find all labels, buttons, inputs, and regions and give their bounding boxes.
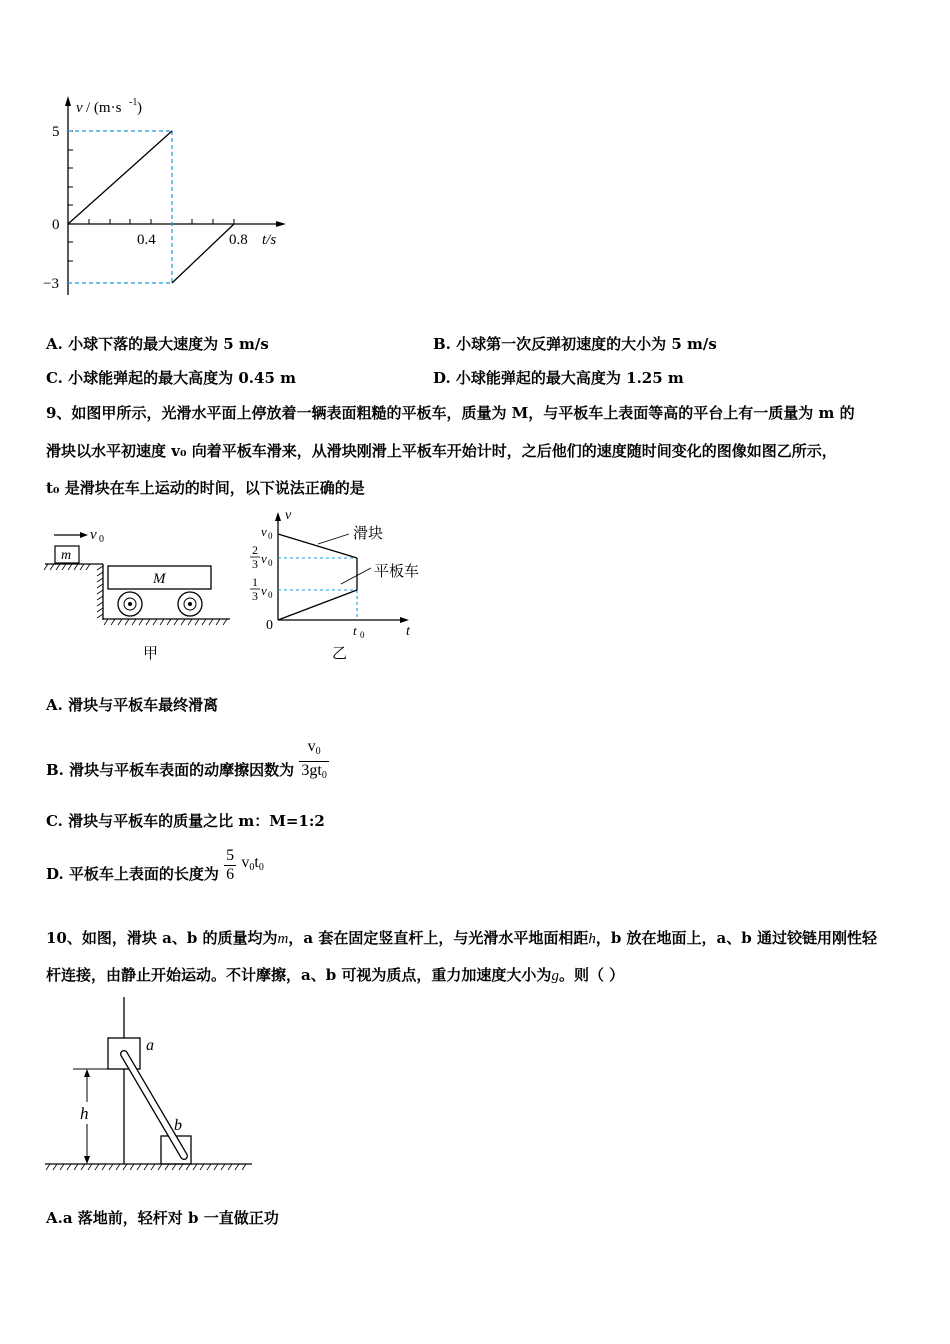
q9-option-a: A. 滑块与平板车最终滑离	[46, 696, 219, 714]
yi-v-axis-label: v	[285, 508, 292, 523]
svg-text:0: 0	[268, 531, 273, 541]
q9-stem-line2: 滑块以水平初速度 v₀ 向着平板车滑来，从滑块刚滑上平板车开始计时，之后他们的速度随时间变化的图像如图乙所示，	[46, 442, 837, 460]
q9-option-d	[46, 846, 264, 890]
svg-text:0: 0	[99, 534, 104, 545]
svg-text:v: v	[261, 583, 267, 598]
x-tick-08: 0.8	[229, 232, 248, 248]
figure-yi-caption: 乙	[332, 646, 348, 662]
q8-option-d: D. 小球能弹起的最大高度为 1.25 m	[433, 369, 684, 387]
q8-option-a: A. 小球下落的最大速度为 5 m/s	[46, 335, 269, 353]
block-a-label: a	[146, 1037, 154, 1054]
svg-text:0: 0	[360, 630, 365, 640]
y-axis-unit: / (m·s	[86, 100, 122, 116]
v0-label: v	[90, 527, 97, 543]
svg-text:0: 0	[268, 590, 273, 600]
yi-t0-label: t	[353, 623, 357, 638]
block-m-label: m	[61, 548, 72, 563]
q9-stem-line1: 9、如图甲所示，光滑水平面上停放着一辆表面粗糙的平板车，质量为 M，与平板车上表面等高的平台上有一质量为 m 的	[46, 404, 855, 422]
q9-option-b	[46, 730, 329, 781]
y-tick-5: 5	[52, 124, 60, 140]
yi-t-axis-label: t	[406, 624, 410, 639]
slider-velocity-line	[278, 534, 357, 558]
svg-text:2: 2	[252, 543, 258, 557]
q8-option-b: B. 小球第一次反弹初速度的大小为 5 m/s	[433, 335, 717, 353]
velocity-line-rising	[172, 224, 234, 283]
label-slider: 滑块	[353, 526, 384, 542]
cart-velocity-line	[278, 590, 357, 620]
block-b-label: b	[174, 1117, 182, 1134]
q9-option-c: C. 滑块与平板车的质量之比 m：M=1:2	[46, 812, 325, 830]
velocity-line-falling	[68, 131, 172, 224]
x-axis-arrow	[276, 221, 286, 227]
q8-option-c: C. 小球能弹起的最大高度为 0.45 m	[46, 369, 296, 387]
y-axis-unit-close: )	[137, 100, 142, 116]
cart-wheel-left	[118, 592, 142, 616]
q10-stem-line2: 杆连接，由静止开始运动。不计摩擦，a、b 可视为质点，重力加速度大小为g。则（ ）	[46, 966, 625, 984]
figure-yi	[243, 504, 433, 669]
q9-option-b-text: B. 滑块与平板车表面的动摩擦因数为	[46, 761, 295, 779]
figure-jia-caption: 甲	[143, 646, 159, 662]
height-label: h	[80, 1104, 89, 1123]
q9-option-b-fraction: $\frac{v_0}{3gt_0}$	[301, 737, 327, 781]
y-axis-unit-sup: -1	[129, 97, 138, 108]
figure-jia	[40, 518, 240, 668]
x-axis-label: t/s	[262, 232, 277, 248]
cart-label: M	[153, 571, 166, 587]
q10-stem-line1: 10、如图，滑块 a、b 的质量均为m，a 套在固定竖直杆上，与光滑水平地面相距h，b 放在地面上，a、b 通过铰链用刚性轻	[46, 929, 877, 947]
figure-q10	[40, 992, 260, 1177]
velocity-time-graph	[30, 90, 300, 305]
cart-wheel-right	[178, 592, 202, 616]
q10-option-a: A.a 落地前，轻杆对 b 一直做正功	[46, 1209, 279, 1227]
y-tick-m3: −3	[43, 276, 59, 292]
yi-origin: 0	[266, 618, 273, 633]
q9-option-d-text: D. 平板车上表面的长度为	[46, 865, 219, 883]
svg-text:1: 1	[252, 575, 258, 589]
label-cart: 平板车	[374, 564, 420, 580]
y-axis-label: v	[76, 100, 83, 116]
svg-text:3: 3	[252, 589, 258, 603]
svg-text:3: 3	[252, 557, 258, 571]
x-tick-04: 0.4	[137, 232, 156, 248]
svg-text:v: v	[261, 524, 267, 539]
svg-text:v: v	[261, 551, 267, 566]
q9-stem-line3: t₀ 是滑块在车上运动的时间，以下说法正确的是	[46, 479, 365, 497]
y-tick-0: 0	[52, 217, 60, 233]
svg-text:0: 0	[268, 558, 273, 568]
y-axis-arrow	[65, 96, 71, 106]
q9-option-d-tail: $v_0t_0$	[241, 853, 264, 873]
q9-option-d-fraction: $\frac{5}{6}$	[226, 846, 235, 883]
